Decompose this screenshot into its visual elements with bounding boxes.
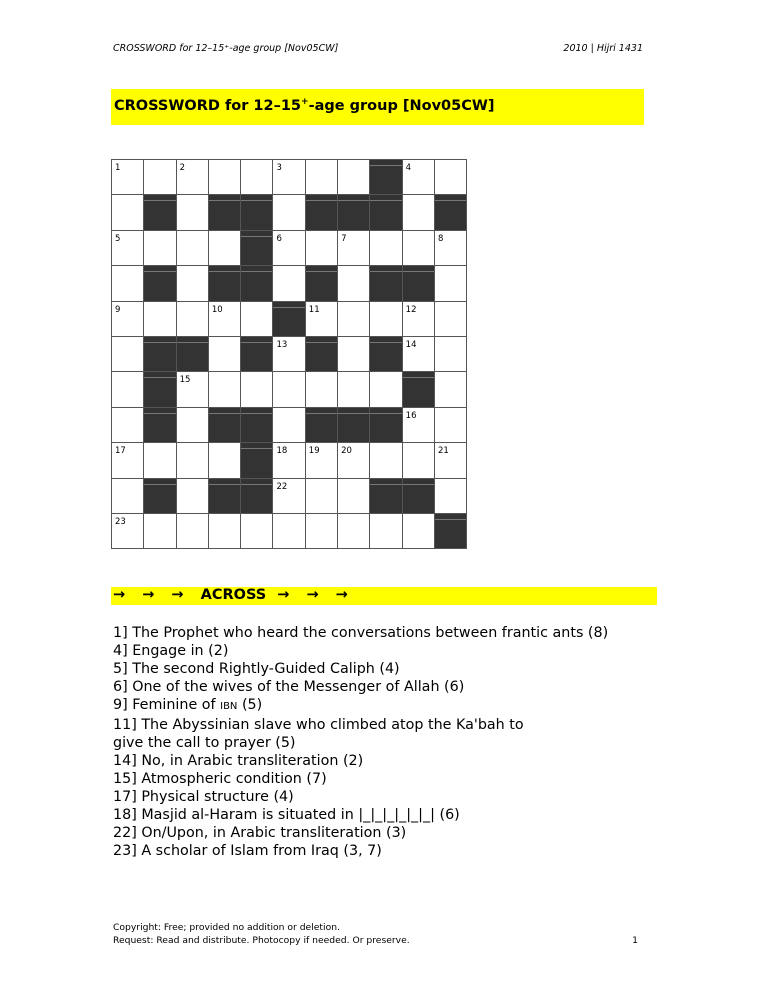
grid-cell[interactable] [208,372,240,407]
grid-cell[interactable] [273,372,305,407]
grid-cell[interactable] [434,478,466,513]
grid-cell-number: 1 [115,163,121,173]
grid-cell-number: 8 [437,233,444,244]
grid-cell-number: 13 [276,339,288,350]
grid-cell-black [241,230,273,265]
footer-request: Request: Read and distribute. Photocopy if needed. Or preserve. [113,935,410,946]
grid-cell[interactable] [305,230,337,265]
grid-cell[interactable] [241,160,273,195]
grid-cell[interactable] [338,301,370,336]
grid-cell[interactable] [305,443,337,478]
grid-cell[interactable] [338,160,370,195]
grid-cell-black [144,478,176,513]
header-right: 2010 | Hijri 1431 [563,43,643,54]
grid-cell-black [370,478,402,513]
grid-cell[interactable] [402,160,434,195]
grid-cell[interactable] [402,513,434,548]
grid-cell[interactable] [208,301,240,336]
grid-row [112,160,467,195]
grid-cell[interactable] [241,372,273,407]
grid-cell-number: 2 [179,163,186,173]
grid-cell[interactable] [208,513,240,548]
clue-9-smallcaps: IBN [220,701,238,712]
grid-cell[interactable] [176,230,208,265]
arrows-left: → → → [113,587,190,603]
grid-cell-number: 5 [115,233,121,244]
grid-cell-number: 3 [276,163,282,173]
grid-cell-number: 4 [405,163,412,173]
grid-cell-black [176,336,208,371]
grid-cell[interactable] [112,478,144,513]
grid-cell-black [370,407,402,442]
grid-row [112,513,467,548]
clue-17: 17] Physical structure (4) [113,789,294,805]
grid-cell[interactable] [144,513,176,548]
grid-cell-number: 10 [211,304,223,315]
grid-cell[interactable] [434,230,466,265]
clue-22: 22] On/Upon, in Arabic transliteration (3) [113,825,407,841]
grid-cell[interactable] [370,301,402,336]
grid-cell[interactable] [338,372,370,407]
grid-cell-black [305,407,337,442]
grid-cell[interactable] [176,407,208,442]
grid-cell[interactable] [273,336,305,371]
grid-cell-black [241,478,273,513]
grid-cell[interactable] [305,160,337,195]
grid-cell-number: 19 [308,446,320,457]
grid-cell-black [370,266,402,301]
grid-cell[interactable] [273,195,305,230]
grid-cell-black [370,336,402,371]
grid-row [112,195,467,230]
grid-cell[interactable] [338,443,370,478]
grid-cell-black [402,372,434,407]
header-left: CROSSWORD for 12–15⁺-age group [Nov05CW] [113,43,339,54]
grid-cell-black [208,266,240,301]
grid-cell[interactable] [176,443,208,478]
grid-cell-black [208,195,240,230]
grid-cell-black [241,336,273,371]
grid-cell[interactable] [144,443,176,478]
grid-cell[interactable] [434,407,466,442]
grid-cell[interactable] [208,443,240,478]
grid-cell-number: 17 [115,446,126,457]
clue-15: 15] Atmospheric condition (7) [113,771,327,787]
grid-cell-black [241,443,273,478]
grid-cell[interactable] [241,513,273,548]
grid-cell[interactable] [273,160,305,195]
grid-cell-black [305,266,337,301]
grid-cell-number: 11 [308,304,320,315]
grid-cell[interactable] [402,443,434,478]
grid-row [112,266,467,301]
grid-cell[interactable] [273,407,305,442]
grid-cell[interactable] [176,301,208,336]
title-sup: + [301,97,309,107]
grid-cell[interactable] [112,372,144,407]
grid-cell-number: 14 [405,339,417,350]
clue-5: 5] The second Rightly-Guided Caliph (4) [113,661,400,677]
grid-cell-black [241,195,273,230]
clue-1: 1] The Prophet who heard the conversations between frantic ants (8) [113,625,609,641]
grid-cell[interactable] [434,160,466,195]
page-title [111,89,644,125]
clue-9 [113,696,673,716]
grid-cell[interactable] [273,443,305,478]
grid-cell-black [402,266,434,301]
grid-cell[interactable] [370,230,402,265]
grid-cell-number: 15 [179,375,191,386]
grid-cell-black [144,195,176,230]
grid-cell[interactable] [176,478,208,513]
grid-cell[interactable] [144,301,176,336]
grid-cell-number: 6 [276,233,282,244]
grid-cell[interactable] [176,160,208,195]
grid-cell-black [208,407,240,442]
grid-cell-number: 22 [276,481,288,492]
grid-row [112,301,467,336]
grid-cell[interactable] [402,407,434,442]
grid-cell-number: 7 [341,233,347,244]
page-number: 1 [632,935,638,946]
grid-row [112,407,467,442]
grid-row [112,443,467,478]
grid-cell-black [305,195,337,230]
grid-cell-black [370,195,402,230]
grid-cell[interactable] [176,372,208,407]
grid-row [112,478,467,513]
grid-cell[interactable] [208,336,240,371]
grid-cell[interactable] [208,160,240,195]
grid-cell-black [273,301,305,336]
grid-cell-number: 20 [341,446,352,457]
grid-cell[interactable] [370,513,402,548]
grid-cell[interactable] [305,513,337,548]
grid-cell[interactable] [402,195,434,230]
grid-cell-number: 23 [115,516,126,527]
grid-cell[interactable] [434,266,466,301]
grid-cell[interactable] [176,513,208,548]
grid-cell-black [370,160,402,195]
grid-cell[interactable] [241,301,273,336]
grid-cell[interactable] [434,336,466,371]
grid-cell[interactable] [273,513,305,548]
grid-cell[interactable] [370,443,402,478]
grid-cell[interactable] [112,336,144,371]
arrows-right: → → → [277,587,354,603]
grid-cell[interactable] [273,230,305,265]
clue-23: 23] A scholar of Islam from Iraq (3, 7) [113,843,382,859]
grid-cell[interactable] [112,230,144,265]
clue-14: 14] No, in Arabic transliteration (2) [113,753,364,769]
grid-cell-black [144,372,176,407]
grid-cell-black [208,478,240,513]
grid-cell[interactable] [434,372,466,407]
grid-cell-black [144,336,176,371]
grid-cell[interactable] [338,478,370,513]
grid-cell[interactable] [112,513,144,548]
title-main: CROSSWORD for 12–15 [114,97,302,114]
grid-cell[interactable] [144,230,176,265]
grid-cell[interactable] [338,266,370,301]
footer-copyright: Copyright: Free; provided no addition or deletion. [113,922,340,933]
grid-cell-black [338,407,370,442]
grid-cell[interactable] [112,443,144,478]
grid-cell[interactable] [176,195,208,230]
grid-row [112,336,467,371]
grid-cell-black [241,407,273,442]
grid-cell[interactable] [273,266,305,301]
grid-cell-black [338,195,370,230]
running-header [113,43,643,54]
clue-18: 18] Masjid al-Haram is situated in |_|_|_|_|_|_| (6) [113,807,460,823]
grid-cell[interactable] [208,230,240,265]
grid-cell[interactable] [112,407,144,442]
grid-cell-black [434,195,466,230]
across-title: ACROSS [200,587,267,603]
grid-cell[interactable] [305,301,337,336]
grid-cell[interactable] [305,478,337,513]
grid-cell-black [241,266,273,301]
grid-row [112,230,467,265]
clue-9-prefix: 9] Feminine of [113,697,221,713]
grid-cell[interactable] [112,301,144,336]
grid-cell[interactable] [402,336,434,371]
grid-cell-black [402,478,434,513]
crossword-grid [111,159,467,549]
grid-cell-black [305,336,337,371]
grid-cell[interactable] [144,160,176,195]
grid-cell[interactable] [434,443,466,478]
grid-row [112,372,467,407]
grid-cell[interactable] [176,266,208,301]
grid-cell-number: 18 [276,446,288,457]
grid-cell[interactable] [370,372,402,407]
grid-cell-number: 9 [115,304,121,315]
grid-cell-number: 12 [405,304,417,315]
grid-cell-black [434,513,466,548]
grid-cell[interactable] [402,230,434,265]
clue-9-suffix: (5) [237,697,263,713]
grid-cell[interactable] [112,160,144,195]
title-rest: -age group [Nov05CW] [308,97,495,114]
grid-cell[interactable] [112,195,144,230]
grid-cell[interactable] [434,301,466,336]
footer [113,921,638,947]
grid-cell-number: 21 [437,446,449,457]
grid-cell[interactable] [338,230,370,265]
grid-cell-number: 16 [405,410,417,421]
grid-cell[interactable] [338,513,370,548]
grid-cell[interactable] [338,336,370,371]
grid-cell[interactable] [402,301,434,336]
grid-cell[interactable] [273,478,305,513]
across-clues [113,624,673,860]
across-heading [111,587,657,605]
grid-cell-black [144,266,176,301]
clue-11: 11] The Abyssinian slave who climbed atop the Ka'bah to give the call to prayer (5) [113,717,524,751]
grid-cell[interactable] [112,266,144,301]
clue-6: 6] One of the wives of the Messenger of Allah (6) [113,679,465,695]
clue-4: 4] Engage in (2) [113,643,229,659]
grid-cell-black [144,407,176,442]
grid-cell[interactable] [305,372,337,407]
